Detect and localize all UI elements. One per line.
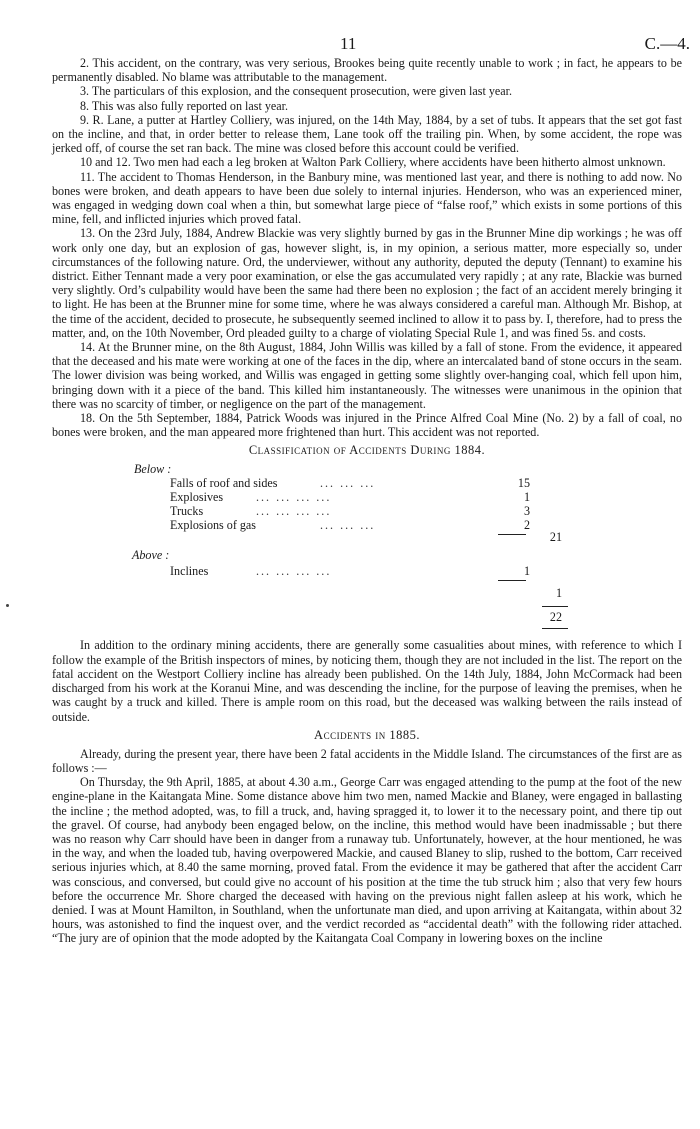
table-row [170,518,590,532]
paragraph-accident-3: 3. The particulars of this explosion, and the consequent prosecution, were given last year. [80,84,513,99]
table-row [170,476,590,490]
margin-mark [6,604,9,607]
classification-table [52,462,682,638]
page-header [52,0,690,56]
total-rule [542,628,568,629]
classification-heading: Classification of Accidents During 1884. [248,443,486,458]
subtotal-rule [498,534,526,535]
below-total: 21 [549,530,562,545]
paragraph-accident-10-12: 10 and 12. Two men had each a leg broken at Walton Park Colliery, where accidents have been hitherto almost unknown. [80,155,666,170]
leader-dots: ... ... ... ... [256,490,332,505]
leader-dots: ... ... ... [320,476,376,491]
paragraph-accident-2: 2. This accident, on the contrary, was very serious, Brookes being quite recently unable to work ; in fact, he appears to be permanently disabled. No blame was attributable to the management. [52,56,682,85]
row-label: Inclines [170,564,209,579]
document-code: C.—4. [644,34,690,53]
paragraph-casualties: In addition to the ordinary mining accidents, there are generally some casualities about mines, with reference to which I follow the example of the British inspectors of mines, by noticing them, though they are not included in the list. The report on the fatal accident on the Westport Colliery incline has already been published. On the 14th July, 1884, John McCormack had been discharged from his work at the Koranui Mine, and was descending the incline, for the purpose of leaving the premises, when he was caught by a truck and killed. There is ample room on this road, but the deceased was walking between the rails instead of outside. [52,638,682,724]
paragraph-accident-18: 18. On the 5th September, 1884, Patrick Woods was injured in the Prince Alfred Coal Mine (No. 2) by a fall of coal, no bones were broken, and the man appeared more frightened than hurt. This accident was not reported. [52,411,682,440]
document-page [52,0,690,946]
row-label: Falls of roof and sides [170,476,278,491]
paragraph-accident-14: 14. At the Brunner mine, on the 8th August, 1884, John Willis was killed by a fall of stone. From the evidence, it appeared that the deceased and his mate were working at one of the faces in the dip, where an intercalated band of stone occurs in the seam. The lower division was being worked, and Willis was engaged in getting some slightly over-hanging coal, which fell upon him, bringing down with it a piece of the band. This killed him instantaneously. The witnesses were unanimous in the opinion that there was no scarcity of timber, or negligence on the part of the management. [52,340,682,411]
row-value: 1 [523,490,530,505]
paragraph-accident-11: 11. The accident to Thomas Henderson, in the Banbury mine, was mentioned last year, and there is nothing to add now. No bones were broken, and death appears to have been due solely to internal injuries. Henderson, who was an experienced miner, was engaged in wedging down coal when a thin, but somewhat large piece of “false roof,” which exists in some portions of this mine, fell, and inflicted injuries which proved fatal. [52,169,682,227]
grand-total: 22 [549,610,562,625]
leader-dots: ... ... ... ... [256,564,332,579]
row-label: Explosives [170,490,224,505]
row-value: 2 [523,518,530,533]
above-label: Above : [132,548,170,563]
row-value: 15 [517,476,530,491]
accidents-1885-heading: Accidents in 1885. [314,727,420,742]
page-number: 11 [340,34,357,53]
table-row [170,504,590,518]
subtotal-rule [498,580,526,581]
paragraph-accident-9: 9. R. Lane, a putter at Hartley Colliery, was injured, on the 14th May, 1884, by a set of tubs. It appears that the set got fast on the incline, and that, in order better to release them, Lane took off the trailing pin. When, by some accident, the rope was jerked off, of course the set ran back. The mine was closed before this account could be verified. [52,112,682,156]
row-label: Trucks [170,504,204,519]
table-row [170,490,590,504]
row-label: Explosions of gas [170,518,256,533]
paragraph-accident-13: 13. On the 23rd July, 1884, Andrew Blackie was very slightly burned by gas in the Brunner Mine dip workings ; he was off work only one day, but an explosion of gas, however slight, is, in my opinion, a serious matter, more especially so, under circumstances of the following nature. Ord, the underviewer, without any authority, deputed the deputy (Tennant) to examine his district. Either Tennant made a very poor examination, or else the gas accumulated very rapidly ; at any rate, Blackie was burned very slightly. Ord’s culpability would have been the same had there been no explosion ; the fact of an accident merely bringing it to light. He has been at the Brunner mine for some time, where he was always considered a careful man. Although Mr. Bishop, at the time of the accident, decided to prosecute, he subsequently seemed inclined to allow it to pass by. I, therefore, had to press the matter, and, on the 10th November, Ord pleaded guilty to a charge of violating Special Rule 1, and was fined 5s. and costs. [52,226,682,340]
report-body-1884 [52,56,682,439]
total-rule [542,606,568,607]
paragraph-accident-8: 8. This was also fully reported on last year. [80,98,289,113]
paragraph-1885-intro: Already, during the present year, there have been 2 fatal accidents in the Middle Island. The circumstances of the first are as follows :— [52,746,682,775]
row-value: 1 [523,564,530,579]
below-label: Below : [134,462,172,477]
leader-dots: ... ... ... ... [256,504,332,519]
row-value: 3 [523,504,530,519]
leader-dots: ... ... ... [320,518,376,533]
paragraph-carr-accident: On Thursday, the 9th April, 1885, at about 4.30 a.m., George Carr was engaged attending to the pump at the foot of the new engine-plane in the Kaitangata Mine. Some distance above him two men, named Mackie and Blaney, were engaged in ballasting the incline ; the method adopted, was, to fill a truck, and, having spragged it, to lower it to the necessary point, and there tip out the gravel. Of course, had anybody been engaged below, on the incline, this method would have been inadmissable ; but there was no reason why Carr should have been in danger from a runaway tub. Unfortunately, however, at the hour mentioned, he was in the way, and when the loaded tub, having overpowered Mackie, and caused Blaney to slip, rushed to the bottom, Carr received serious injuries which, at 8.40 the same morning, proved fatal. From the evidence it may be gathered that after the accident Carr was conscious, and conversed, but could give no account of his position at the time the tub struck him ; also that very few hours before the occurrence Mr. Shore charged the deceased with having on the previous night fallen asleep at his work, which he denied. I was at Mount Hamilton, in Southland, when the unfortunate man died, and upon arriving at Kaitangata, within about 32 hours, was astonished to find the inquest over, and the verdict recorded as “accidental death” with the following rider attached. “The jury are of opinion that the mode adopted by the Kaitangata Coal Company in lowering boxes on the incline [52,775,682,946]
table-row [170,564,590,578]
above-total: 1 [555,586,562,601]
